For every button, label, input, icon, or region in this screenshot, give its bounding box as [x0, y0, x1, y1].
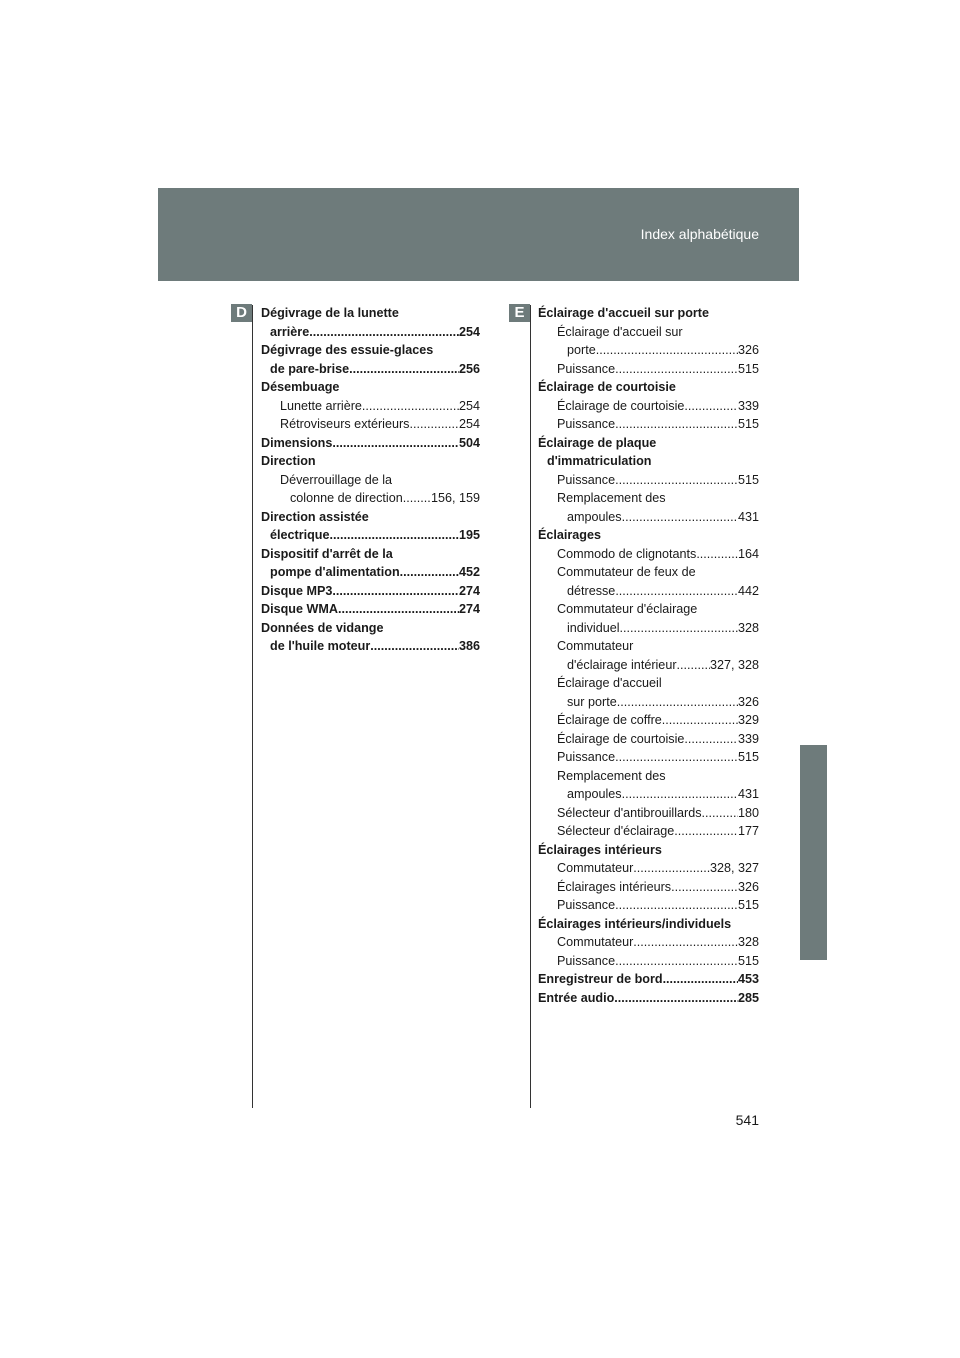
index-entry	[538, 545, 759, 564]
index-entry-text: Éclairages intérieurs	[557, 879, 672, 894]
dot-leader	[330, 526, 459, 545]
index-entry-page: 328	[737, 935, 759, 949]
index-entry-page: 285	[737, 990, 759, 1005]
dot-leader	[684, 397, 738, 416]
index-entry-text: ampoules	[567, 787, 622, 801]
index-entry-page: 328, 327	[709, 861, 759, 875]
dot-leader	[696, 545, 738, 564]
index-entry	[261, 452, 480, 471]
index-entry-text: Dispositif d'arrêt de la	[261, 546, 393, 561]
dot-leader	[684, 730, 738, 749]
index-entry	[538, 804, 759, 823]
index-entry	[538, 619, 759, 638]
index-entry	[538, 471, 759, 490]
index-entry-text: Puissance	[557, 472, 616, 487]
index-entry-text: Rétroviseurs extérieurs	[280, 417, 410, 431]
dot-leader	[615, 471, 738, 490]
index-entry	[538, 822, 759, 841]
index-entry-text: Remplacement des	[557, 491, 666, 505]
dot-leader	[596, 341, 738, 360]
index-entry-text: Puissance	[557, 417, 616, 431]
index-entry-text: Désembuage	[261, 380, 340, 394]
index-entry-text: Éclairage d'accueil sur	[557, 324, 683, 339]
index-entry-page: 442	[737, 583, 759, 598]
index-entry	[538, 878, 759, 897]
index-entry	[538, 970, 759, 989]
letter-d-marker: D	[231, 304, 252, 322]
index-entry-text: individuel	[567, 620, 620, 635]
dot-leader	[338, 600, 459, 619]
index-entry	[261, 397, 480, 416]
index-entry-page: 180	[737, 805, 759, 820]
index-entry	[538, 767, 759, 786]
index-entry-text: Éclairage d'accueil sur porte	[538, 306, 709, 320]
index-entry	[261, 637, 480, 656]
index-entry	[261, 545, 480, 564]
dot-leader	[615, 896, 738, 915]
index-entry-page: 328	[737, 620, 759, 635]
index-entry-text: Sélecteur d'antibrouillards	[557, 805, 702, 820]
index-entry	[261, 563, 480, 582]
index-entry-text: Commutateur	[557, 935, 634, 949]
index-entry-page: 254	[458, 417, 480, 431]
index-entry-page: 326	[737, 343, 759, 357]
index-entry-text: Remplacement des	[557, 768, 666, 783]
index-entry-text: Enregistreur de bord	[538, 972, 663, 986]
index-entry-text: électrique	[270, 528, 330, 542]
index-entry-text: Puissance	[557, 953, 616, 968]
index-column-d	[261, 304, 480, 656]
dot-leader	[615, 415, 738, 434]
index-entry-page: 515	[737, 750, 759, 764]
header-title: Index alphabétique	[640, 226, 759, 242]
page-number: 541	[735, 1112, 759, 1128]
index-entry-page: 326	[737, 694, 759, 709]
index-entry	[538, 933, 759, 952]
index-entry	[538, 600, 759, 619]
index-entry-page: 156, 159	[430, 491, 480, 505]
index-entry-text: Déverrouillage de la	[280, 472, 393, 487]
index-entry-page: 274	[458, 583, 480, 598]
index-entry	[538, 582, 759, 601]
index-entry-text: colonne de direction	[290, 491, 403, 505]
dot-leader	[662, 711, 738, 730]
index-entry	[538, 785, 759, 804]
index-column-e	[538, 304, 759, 1007]
index-entry-page: 453	[737, 972, 759, 986]
column-rule-right	[530, 305, 531, 1108]
dot-leader	[332, 434, 459, 453]
dot-leader	[309, 323, 459, 342]
index-entry	[538, 526, 759, 545]
index-entry-page: 386	[458, 639, 480, 653]
index-entry-page: 256	[458, 361, 480, 376]
index-entry-page: 164	[737, 546, 759, 561]
index-entry-text: Direction assistée	[261, 509, 369, 524]
index-entry-text: Éclairage de coffre	[557, 713, 662, 727]
index-entry	[538, 434, 759, 453]
dot-leader	[370, 637, 459, 656]
index-entry-page: 515	[737, 953, 759, 968]
dot-leader	[663, 970, 738, 989]
dot-leader	[615, 748, 738, 767]
dot-leader	[332, 582, 459, 601]
index-entry-text: Direction	[261, 454, 316, 468]
index-entry	[538, 489, 759, 508]
index-entry	[538, 637, 759, 656]
index-entry-text: Commutateur	[557, 639, 634, 653]
index-entry-text: de l'huile moteur	[270, 639, 371, 653]
index-entry-page: 327, 328	[709, 657, 759, 672]
dot-leader	[362, 397, 459, 416]
index-entry-page: 431	[737, 787, 759, 801]
index-entry	[538, 730, 759, 749]
index-entry	[538, 693, 759, 712]
section-tab	[800, 745, 827, 960]
index-entry-page: 177	[737, 824, 759, 838]
dot-leader	[633, 859, 710, 878]
dot-leader	[400, 563, 459, 582]
index-entry-text: Dégivrage de la lunette	[261, 306, 399, 320]
dot-leader	[620, 619, 738, 638]
index-entry-text: Commutateur de feux de	[557, 565, 696, 579]
index-entry	[261, 304, 480, 323]
index-entry-page: 515	[737, 417, 759, 431]
dot-leader	[622, 785, 738, 804]
index-entry-text: Disque MP3	[261, 583, 333, 598]
index-entry-text: Éclairage de plaque	[538, 435, 657, 450]
index-entry-page: 515	[737, 898, 759, 912]
index-entry-text: Puissance	[557, 898, 616, 912]
index-entry	[261, 341, 480, 360]
index-entry-text: Dégivrage des essuie-glaces	[261, 343, 434, 357]
index-entry-page: 452	[458, 565, 480, 579]
header-band	[158, 188, 799, 281]
index-entry	[538, 841, 759, 860]
index-entry-text: Sélecteur d'éclairage	[557, 824, 675, 838]
index-entry-text: Éclairage d'accueil	[557, 676, 662, 690]
index-entry-page: 431	[737, 509, 759, 524]
index-entry	[538, 341, 759, 360]
index-entry-text: Commutateur	[557, 861, 634, 875]
letter-e-marker: E	[509, 304, 530, 322]
index-entry-text: arrière	[270, 324, 310, 339]
index-entry-page: 195	[458, 528, 480, 542]
index-entry-text: sur porte	[567, 694, 617, 709]
index-entry-page: 254	[458, 324, 480, 339]
index-entry	[261, 415, 480, 434]
index-entry	[261, 526, 480, 545]
index-entry-page: 254	[458, 398, 480, 413]
dot-leader	[615, 952, 738, 971]
index-entry-text: Éclairage de courtoisie	[538, 380, 676, 394]
index-entry-text: Éclairages intérieurs	[538, 842, 662, 857]
index-entry	[538, 711, 759, 730]
index-entry-text: Commutateur d'éclairage	[557, 602, 698, 616]
index-entry-text: Données de vidange	[261, 620, 384, 635]
index-entry	[261, 508, 480, 527]
index-entry-page: 504	[458, 435, 480, 450]
column-rule-left	[252, 305, 253, 1108]
index-entry-text: d'immatriculation	[547, 454, 652, 468]
index-entry-page: 515	[737, 472, 759, 487]
index-entry	[261, 378, 480, 397]
index-entry	[538, 397, 759, 416]
index-entry	[261, 360, 480, 379]
index-entry-text: Éclairage de courtoisie	[557, 731, 685, 746]
index-entry	[538, 748, 759, 767]
index-entry	[538, 563, 759, 582]
index-entry	[261, 619, 480, 638]
index-entry-text: Éclairages	[538, 528, 602, 542]
dot-leader	[677, 656, 710, 675]
index-entry-page: 339	[737, 398, 759, 413]
index-entry	[261, 323, 480, 342]
dot-leader	[615, 360, 738, 379]
index-entry	[538, 452, 759, 471]
index-entry-text: Puissance	[557, 750, 616, 764]
index-entry-page: 339	[737, 731, 759, 746]
dot-leader	[614, 989, 738, 1008]
dot-leader	[702, 804, 738, 823]
index-entry-page: 326	[737, 879, 759, 894]
dot-leader	[617, 693, 738, 712]
dot-leader	[633, 933, 738, 952]
dot-leader	[349, 360, 459, 379]
index-entry-text: Éclairages intérieurs/individuels	[538, 916, 732, 931]
index-entry	[538, 415, 759, 434]
index-entry	[261, 600, 480, 619]
dot-leader	[403, 489, 431, 508]
index-entry-text: Dimensions	[261, 435, 333, 450]
index-entry-page: 515	[737, 361, 759, 376]
index-entry	[538, 508, 759, 527]
index-entry	[538, 360, 759, 379]
index-entry	[538, 859, 759, 878]
index-entry-text: d'éclairage intérieur	[567, 657, 677, 672]
index-entry	[538, 304, 759, 323]
index-entry-text: Éclairage de courtoisie	[557, 398, 685, 413]
index-entry	[538, 915, 759, 934]
dot-leader	[615, 582, 738, 601]
index-entry-page: 329	[737, 713, 759, 727]
index-entry	[538, 674, 759, 693]
index-entry	[538, 952, 759, 971]
index-entry-text: pompe d'alimentation	[270, 565, 400, 579]
index-entry-text: de pare-brise	[270, 361, 350, 376]
index-entry	[538, 896, 759, 915]
index-entry-text: Puissance	[557, 361, 616, 376]
index-entry	[538, 656, 759, 675]
index-entry-text: Lunette arrière	[280, 398, 362, 413]
index-entry	[261, 489, 480, 508]
index-entry	[261, 434, 480, 453]
index-entry	[261, 582, 480, 601]
index-entry-page: 274	[458, 602, 480, 616]
index-entry	[538, 989, 759, 1008]
index-entry	[538, 378, 759, 397]
index-entry-text: détresse	[567, 583, 616, 598]
dot-leader	[674, 822, 738, 841]
index-entry-text: Disque WMA	[261, 602, 338, 616]
dot-leader	[622, 508, 738, 527]
index-entry-text: porte	[567, 343, 596, 357]
index-entry-text: Commodo de clignotants	[557, 546, 697, 561]
index-entry-text: ampoules	[567, 509, 622, 524]
index-entry	[261, 471, 480, 490]
dot-leader	[409, 415, 459, 434]
index-entry	[538, 323, 759, 342]
index-entry-text: Entrée audio	[538, 990, 615, 1005]
dot-leader	[671, 878, 738, 897]
